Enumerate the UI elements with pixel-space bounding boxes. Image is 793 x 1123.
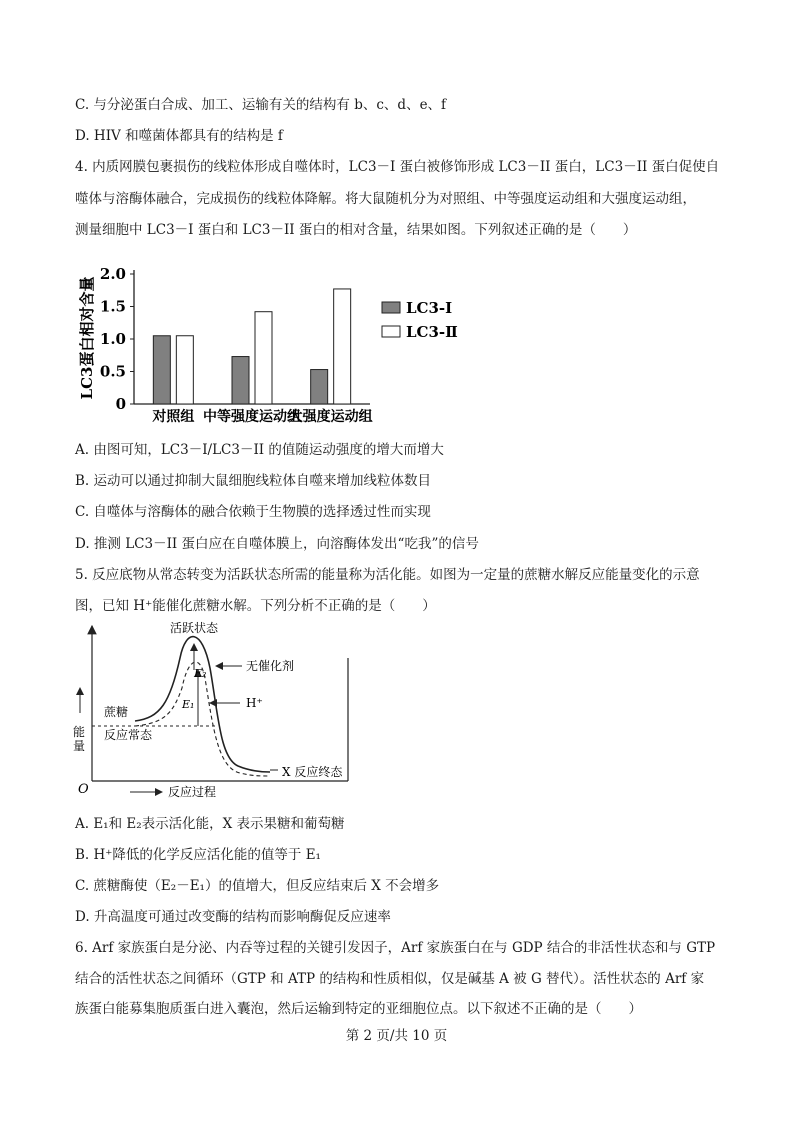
category-label: 中等强度运动组 bbox=[203, 409, 301, 425]
q4-option-b: B. 运动可以通过抑制大鼠细胞线粒体自噬来增加线粒体数目 bbox=[75, 473, 432, 489]
q5-option-b: B. H⁺降低的化学反应活化能的值等于 E₁ bbox=[75, 847, 321, 863]
y-label-char-2: 量 bbox=[73, 739, 86, 753]
q5-option-c: C. 蔗糖酶使（E₂－E₁）的值增大，但反应结束后 X 不会增多 bbox=[75, 878, 440, 894]
y-tick-label: 2.0 bbox=[99, 265, 126, 283]
active-state-label: 活跃状态 bbox=[170, 621, 219, 635]
q5-option-d: D. 升高温度可通过改变酶的结构而影响酶促反应速率 bbox=[75, 909, 391, 925]
energy-diagram bbox=[70, 618, 370, 803]
h-plus-label: H⁺ bbox=[246, 696, 263, 710]
bar-lc3-i bbox=[311, 370, 328, 404]
category-label: 对照组 bbox=[152, 409, 195, 425]
q4-stem-3: 测量细胞中 LC3－I 蛋白和 LC3－II 蛋白的相对含量，结果如图。下列叙述正确的是（ ） bbox=[75, 222, 637, 238]
y-tick-label: 1.0 bbox=[99, 330, 126, 348]
normal-state-label: 反应常态 bbox=[104, 728, 153, 742]
q5-option-a: A. E₁和 E₂表示活化能，X 表示果糖和葡萄糖 bbox=[75, 816, 345, 832]
q6-stem-3: 族蛋白能募集胞质蛋白进入囊泡，然后运输到特定的亚细胞位点。以下叙述不正确的是（ ） bbox=[75, 1001, 642, 1017]
category-label: 大强度运动组 bbox=[288, 409, 373, 425]
q5-stem-1: 5. 反应底物从常态转变为活跃状态所需的能量称为活化能。如图为一定量的蔗糖水解反应能量变化的示意 bbox=[75, 567, 700, 583]
sucrose-label: 蔗糖 bbox=[104, 705, 129, 719]
bar-lc3-i bbox=[232, 357, 249, 404]
no-catalyst-label: 无催化剂 bbox=[246, 659, 295, 673]
y-tick-label: 1.5 bbox=[99, 297, 126, 316]
x-axis-label: 反应过程 bbox=[168, 785, 217, 799]
q5-stem-2: 图，已知 H⁺能催化蔗糖水解。下列分析不正确的是（ ） bbox=[75, 598, 436, 614]
q6-stem-2: 结合的活性状态之间循环（GTP 和 ATP 的结构和性质相似，仅是碱基 A 被 G 替代）。活性状态的 Arf 家 bbox=[75, 971, 705, 987]
q6-stem-1: 6. Arf 家族蛋白是分泌、内吞等过程的关键引发因子，Arf 家族蛋白在与 GDP 结合的非活性状态和与 GTP bbox=[75, 940, 716, 956]
option-c-prev: C. 与分泌蛋白合成、加工、运输有关的结构有 b、c、d、e、f bbox=[75, 97, 447, 113]
e1-label: E₁ bbox=[182, 698, 195, 711]
q4-stem-1: 4. 内质网膜包裹损伤的线粒体形成自噬体时，LC3－I 蛋白被修饰形成 LC3－II 蛋白，LC3－II 蛋白促使自 bbox=[75, 159, 720, 175]
y-label-char-1: 能 bbox=[73, 725, 86, 739]
q4-stem-2: 噬体与溶酶体融合，完成损伤的线粒体降解。将大鼠随机分为对照组、中等强度运动组和大强度运动组， bbox=[75, 191, 696, 207]
option-d-prev: D. HIV 和噬菌体都具有的结构是 f bbox=[75, 128, 283, 144]
bar-lc3-ii bbox=[176, 336, 193, 404]
final-state-label: X 反应终态 bbox=[282, 765, 343, 779]
legend-swatch bbox=[382, 326, 400, 337]
y-tick-label: 0 bbox=[115, 395, 126, 413]
y-tick-label: 0.5 bbox=[99, 362, 126, 381]
q4-option-c: C. 自噬体与溶酶体的融合依赖于生物膜的选择透过性而实现 bbox=[75, 504, 431, 520]
e2-label: E₂ bbox=[194, 667, 207, 680]
legend-label: LC3-Ⅱ bbox=[406, 323, 458, 341]
bar-lc3-ii bbox=[255, 312, 272, 404]
origin-label: O bbox=[78, 782, 89, 797]
legend-label: LC3-Ⅰ bbox=[406, 299, 453, 317]
q4-option-a: A. 由图可知，LC3－I/LC3－II 的值随运动强度的增大而增大 bbox=[75, 442, 444, 458]
lc3-bar-chart bbox=[70, 252, 490, 432]
q4-option-d: D. 推测 LC3－II 蛋白应在自噬体膜上，向溶酶体发出“吃我”的信号 bbox=[75, 536, 479, 552]
bar-lc3-ii bbox=[334, 289, 351, 404]
page-footer: 第 2 页/共 10 页 bbox=[345, 1028, 448, 1044]
bar-lc3-i bbox=[153, 336, 170, 404]
legend-swatch bbox=[382, 302, 400, 313]
y-axis-label: LC3蛋白相对含量 bbox=[78, 276, 96, 400]
